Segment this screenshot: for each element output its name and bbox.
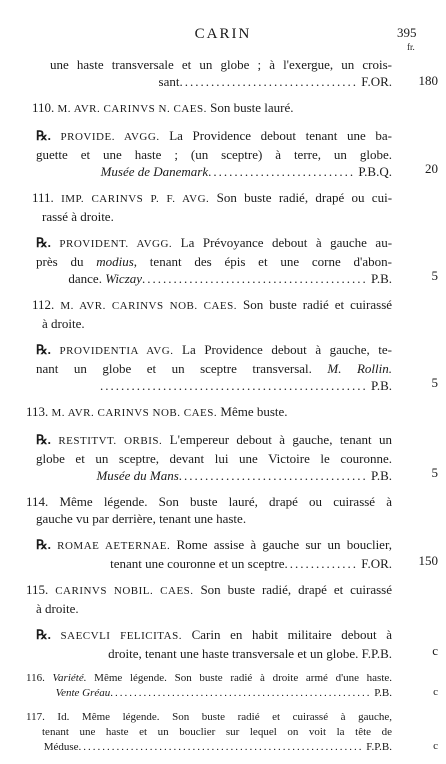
entry-number: 115. [26, 582, 49, 597]
entry-line: Vente Gréau....................................................... P.B. [55, 687, 392, 699]
entry-line: tenant une couronne et un sceptre.............. F.OR. [110, 556, 392, 571]
entry-line: Méduse............................................................ F.P.B. [43, 741, 392, 753]
entry-value: 5 [431, 375, 438, 390]
reverse-legend: PROVIDENTIA AVG. [59, 345, 174, 357]
entry-line: 115. CARINVS NOBIL. CAES. Son buste radié, drapé et cuirassé [26, 582, 393, 597]
entry-value: 150 [418, 553, 438, 568]
entry-number: 114. [26, 494, 49, 509]
entry-line: 111. IMP. CARINVS P. F. AVG. Son buste radié, drapé ou cui- [32, 190, 393, 205]
entry-line: globe et un sceptre, devant lui une Victoire le couronne. [36, 451, 392, 466]
entry-line: rassé à droite. [42, 209, 114, 224]
entry-number: 110. [32, 100, 55, 115]
entry-line: nant un globe et un sceptre transversal. M. Rollin. [36, 361, 392, 376]
reverse-legend: RESTITVT. ORBIS. [58, 435, 163, 447]
entry-line: 112. M. AVR. CARINVS NOB. CAES. Son buste radié et cuirassé [32, 297, 393, 312]
entry-114 [0, 493, 446, 527]
entry-117 [0, 710, 446, 755]
catalogue-text [0, 56, 446, 764]
obverse-legend: IMP. CARINVS P. F. AVG. [61, 193, 210, 205]
entry-113-reverse [0, 431, 446, 484]
page-number: 395 [397, 25, 417, 40]
entry-value: 20 [425, 161, 438, 176]
reverse-symbol: ℞. [36, 128, 51, 143]
entry-114-reverse [0, 536, 446, 572]
entry-line: 117. Id. Même légende. Son buste radié et cuirassé à gauche, [26, 711, 393, 723]
entry-112-reverse [0, 341, 446, 394]
entry-value: c [432, 643, 438, 658]
entry-line: 114. Même légende. Son buste lauré, drapé ou cuirassé à [26, 494, 393, 509]
entry-line: 110. M. AVR. CARINVS N. CAES. Son buste lauré. [32, 100, 294, 115]
entry-value: 180 [418, 73, 438, 88]
entry-value: 5 [431, 268, 438, 283]
entry-112 [0, 296, 446, 332]
obverse-legend: CARINVS NOBIL. CAES. [55, 585, 194, 597]
entry-number: 113. [26, 404, 49, 419]
entry-line: ℞. PROVIDENTIA AVG. La Providence debout à gauche, te- [36, 342, 393, 357]
entry-line: à droite. [36, 601, 79, 616]
entry-value: c [433, 740, 438, 752]
reverse-symbol: ℞. [36, 235, 51, 250]
reverse-legend: PROVIDE. AVGG. [60, 131, 160, 143]
entry-line: guette et une haste ; (un sceptre) à terre, un globe. [36, 147, 392, 162]
obverse-legend: M. AVR. CARINVS NOB. CAES. [60, 300, 238, 312]
reverse-legend: SAECVLI FELICITAS. [60, 630, 182, 642]
reverse-symbol: ℞. [36, 537, 51, 552]
entry-line: dance. Wiczay........................................... P.B. [68, 271, 392, 286]
entry-line: ℞. PROVIDE. AVGG. La Providence debout tenant une ba- [36, 128, 393, 143]
entry-115 [0, 581, 446, 617]
entry-line: ℞. SAECVLI FELICITAS. Carin en habit militaire debout à [36, 627, 393, 642]
obverse-legend: M. AVR. CARINVS N. CAES. [57, 103, 207, 115]
entry-line: ℞. PROVIDENT. AVGG. La Prévoyance debout à gauche au- [36, 235, 393, 250]
running-head-title: CARIN [194, 26, 252, 42]
entry-line: ℞. RESTITVT. ORBIS. L'empereur debout à gauche, tenant un [36, 432, 393, 447]
entry-line: gauche vu par derrière, tenant une haste. [36, 511, 247, 526]
entry-111 [0, 189, 446, 225]
entry-line: 116. Variété. Même légende. Son buste radié à droite armé d'une haste. [26, 672, 393, 684]
entry-number: 117. [26, 711, 45, 723]
entry-line: ................................................... P.B. [100, 378, 392, 393]
reverse-legend: ROMAE AETERNAE. [57, 540, 171, 552]
reverse-symbol: ℞. [36, 627, 51, 642]
reverse-symbol: ℞. [36, 342, 51, 357]
entry-110-reverse [0, 127, 446, 180]
entry-number: 112. [32, 297, 55, 312]
reverse-legend: PROVIDENT. AVGG. [59, 238, 173, 250]
entry-line: ℞. ROMAE AETERNAE. Rome assise à gauche sur un bouclier, [36, 537, 393, 552]
entry-110 [0, 99, 446, 118]
entry-number: 111. [32, 190, 54, 205]
entry-line: près du modius, tenant des épis et une corne d'abon- [36, 254, 392, 269]
entry-116 [0, 671, 446, 701]
entry-line: Musée de Danemark............................ P.B.Q. [100, 164, 392, 179]
entry-line: à droite. [42, 316, 85, 331]
entry-line: une haste transversale et un globe ; à l'exergue, un crois- [50, 57, 392, 72]
value-unit-label: fr. [407, 42, 415, 52]
entry-113 [0, 403, 446, 422]
entry-111-reverse [0, 234, 446, 287]
entry-value: c [433, 686, 438, 698]
entry-115-reverse [0, 626, 446, 662]
entry-number: 116. [26, 672, 45, 684]
entry-line: Musée du Mans.................................... P.B. [96, 468, 392, 483]
entry-continuation [0, 56, 446, 90]
entry-line: sant.................................. F.OR. [158, 74, 392, 89]
entry-value: 5 [431, 465, 438, 480]
entry-line: droite, tenant une haste transversale et un globe. F.P.B. [108, 646, 392, 661]
entry-line: 113. M. AVR. CARINVS NOB. CAES. Même buste. [26, 404, 288, 419]
entry-line: tenant une haste et un bouclier sur lequel on voit la tête de [42, 726, 392, 738]
reverse-symbol: ℞. [36, 432, 51, 447]
obverse-legend: M. AVR. CARINVS NOB. CAES. [51, 407, 218, 419]
